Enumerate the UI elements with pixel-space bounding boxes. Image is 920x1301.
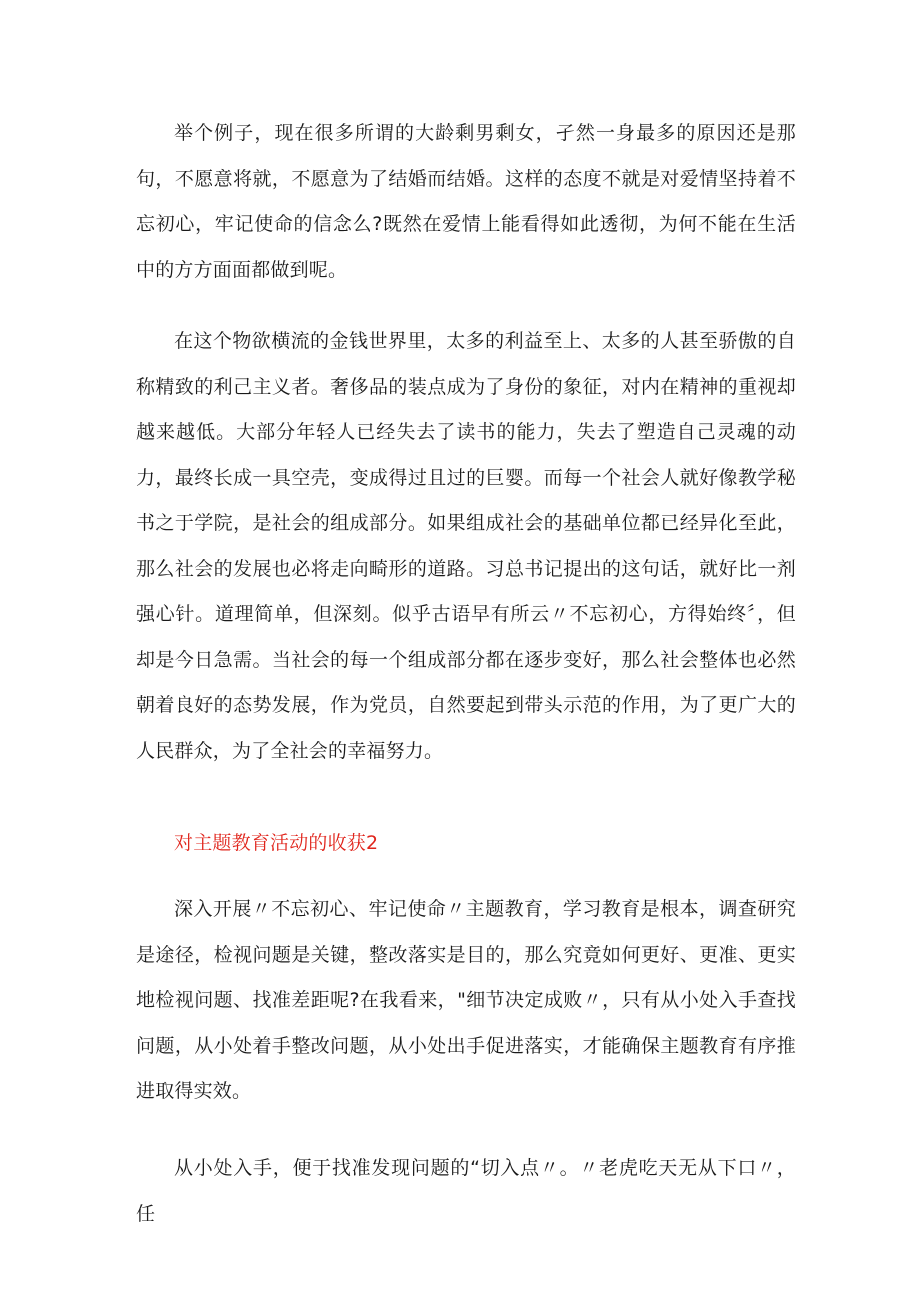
paragraph-start-small: 从小处入手，便于找准发现问题的“切入点〃。〃老虎吃天无从下口〃，任 — [136, 1157, 796, 1225]
section-heading: 对主题教育活动的收获2 — [174, 832, 379, 854]
paragraph-theme-education: 深入开展〃不忘初心、牢记使命〃主题教育，学习教育是根本，调查研究是途径，检视问题是关键，整改落实是目的，那么究竟如何更好、更准、更实地检视问题、找准差距呢?在我看来，"细节决定成败〃，只有从小处入手查找问题，从小处着手整改问题，从小处出手促进落实，才能确保主题教育有序推进取得实效。 — [136, 898, 796, 1102]
paragraph-materialism-society: 在这个物欲横流的金钱世界里，太多的利益至上、太多的人甚至骄傲的自称精致的利己主义者。奢侈品的装点成为了身份的象征，对内在精神的重视却越来越低。大部分年轻人已经失去了读书的能力，失去了塑造自己灵魂的动力，最终长成一具空壳，变成得过且过的巨婴。而每一个社会人就好像教学秘书之于学院，是社会的组成部分。如果组成社会的基础单位都已经异化至此，那么社会的发展也必将走向畸形的道路。习总书记提出的这句话，就好比一剂强心针。道理简单，但深刻。似乎古语早有所云〃不忘初心，方得始终〞，但却是今日急需。当社会的每一个组成部分都在逐步变好，那么社会整体也必然朝着良好的态势发展，作为党员，自然要起到带头示范的作用，为了更广大的人民群众，为了全社会的幸福努力。 — [136, 330, 796, 762]
paragraph-example-leftover-singles: 举个例子，现在很多所谓的大龄剩男剩女，孑然一身最多的原因还是那句，不愿意将就，不愿意为了结婚而结婚。这样的态度不就是对爱情坚持着不忘初心，牢记使命的信念么?既然在爱情上能看得如此透彻，为何不能在生活中的方方面面都做到呢。 — [136, 122, 796, 281]
